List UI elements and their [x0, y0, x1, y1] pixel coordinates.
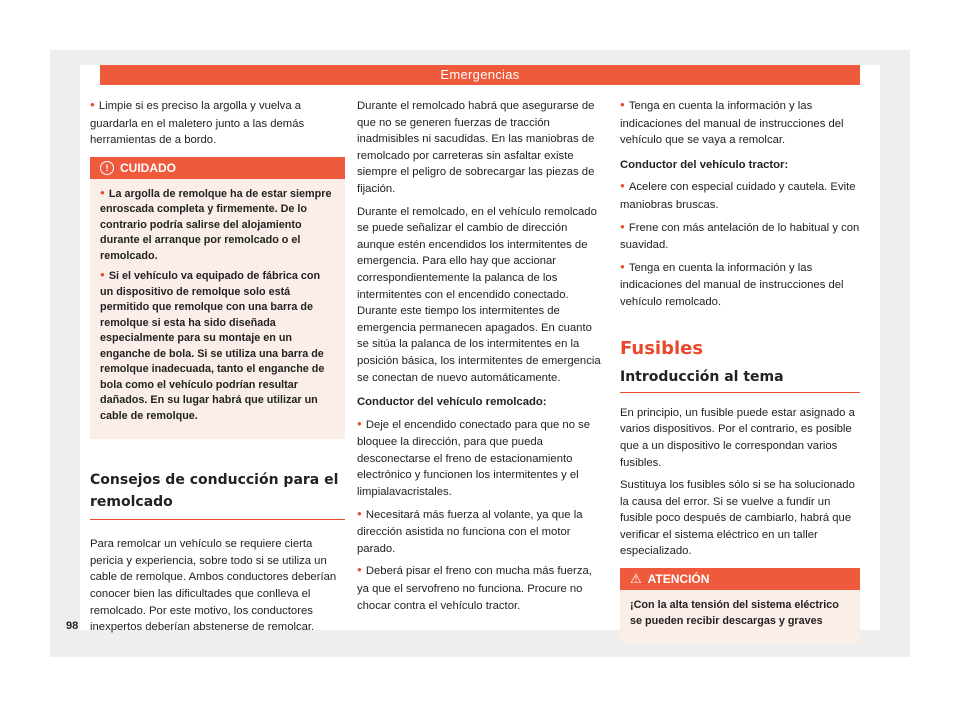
cuidado-bullet-2: ● Si el vehículo va equipado de fábrica con un dispositivo de remolque solo está permitido que remolque con una barra de remolque si esta ha sido diseñada especialmente para su montaje en un enganche de bola. Si se utiliza una barra de remolque inadecuada, tanto el enganche de bola como el vehículo podrían resultar dañados. En su lugar habrá que utilizar un cable de remolque.	[100, 269, 335, 424]
atencion-box	[620, 568, 860, 644]
section-text-consejos: Para remolcar un vehículo se requiere cierta pericia y experiencia, sobre todo si se utiliza un cable de remolque. Ambos conductores deberían conocer bien las dificultades que conlleva el remolcado. Por este motivo, los conductores inexpertos deberían abstenerse de remolcar.	[90, 538, 337, 634]
info-circle-icon: !	[100, 161, 114, 175]
bullet-2: ● Acelere con especial cuidado y cautela. Evite maniobras bruscas.	[620, 179, 860, 213]
bullet-4: ● Tenga en cuenta la información y las indicaciones del manual de instrucciones del vehículo remolcado.	[620, 260, 860, 311]
paragraph-1: Durante el remolcado habrá que asegurarse de que no se generen fuerzas de tracción inadmisibles ni sacudidas. En las maniobras de remolcado por carreteras sin asfaltar existe siempre el peligro de sobrecargar las piezas de fijación.	[357, 100, 595, 195]
bullet-2: ● Necesitará más fuerza al volante, ya que la dirección asistida no funciona con el motor parado.	[357, 507, 602, 558]
intro-bullet: ● Limpie si es preciso la argolla y vuelva a guardarla en el maletero junto a las demás herramientas de a bordo.	[90, 98, 345, 149]
column-middle	[357, 98, 602, 620]
section-title-introduccion: Introducción al tema	[620, 369, 860, 393]
cuidado-header	[90, 157, 345, 179]
column-right	[620, 98, 860, 644]
atencion-header	[620, 568, 860, 590]
warning-triangle-icon: ⚠	[630, 571, 642, 587]
atencion-text: ¡Con la alta tensión del sistema eléctrico se pueden recibir descargas y graves	[630, 599, 839, 627]
subhead-remolcado: Conductor del vehículo remolcado:	[357, 396, 547, 409]
atencion-title: ATENCIÓN	[647, 572, 710, 587]
section-title-consejos: Consejos de conducción para el remolcado	[90, 469, 345, 520]
bullet-1: ● Deje el encendido conectado para que no se bloquee la dirección, para que pueda desconectarse el freno de estacionamiento electrónico y funcionen los intermitentes y el limpialavacristales.	[357, 417, 602, 501]
column-left	[90, 98, 345, 642]
subhead-tractor: Conductor del vehículo tractor:	[620, 158, 789, 171]
chapter-title-fusibles: Fusibles	[620, 337, 704, 359]
page-number: 98	[66, 620, 79, 632]
bullet-1: ● Tenga en cuenta la información y las indicaciones del manual de instrucciones del vehículo que se vaya a remolcar.	[620, 98, 860, 149]
cuidado-box	[90, 157, 345, 440]
bullet-3: ● Frene con más antelación de lo habitual y con suavidad.	[620, 220, 860, 254]
chapter-header: Emergencias	[100, 65, 860, 85]
paragraph-2: Durante el remolcado, en el vehículo remolcado se puede señalizar el cambio de dirección aunque estén encendidos los intermitentes de emergencia. Para ello hay que accionar correspondientemente la palanca de los intermitentes con el encendido conectado. Durante este tiempo los intermitentes de emergencia permanecen apagados. En cuanto se sitúa la palanca de los intermitentes en la posición básica, los intermitentes de emergencia se conectan de nuevo automáticamente.	[357, 205, 601, 384]
paragraph-1: En principio, un fusible puede estar asignado a varios dispositivos. Por el contrario, es posible que a un dispositivo le correspondan varios fusibles.	[620, 406, 855, 469]
bullet-3: ● Deberá pisar el freno con mucha más fuerza, ya que el servofreno no funciona. Procure no chocar contra el vehículo tractor.	[357, 563, 602, 614]
paragraph-2: Sustituya los fusibles sólo si se ha solucionado la causa del error. Si se vuelve a fundir un fusible poco después de cambiarlo, habrá que verificar el sistema eléctrico en un taller especializado.	[620, 479, 855, 558]
cuidado-bullet-1: ● La argolla de remolque ha de estar siempre enroscada completa y firmemente. De lo contrario podría salirse del alojamiento durante el arranque por remolcado o el remolcado.	[100, 187, 335, 265]
cuidado-title: CUIDADO	[120, 160, 176, 175]
